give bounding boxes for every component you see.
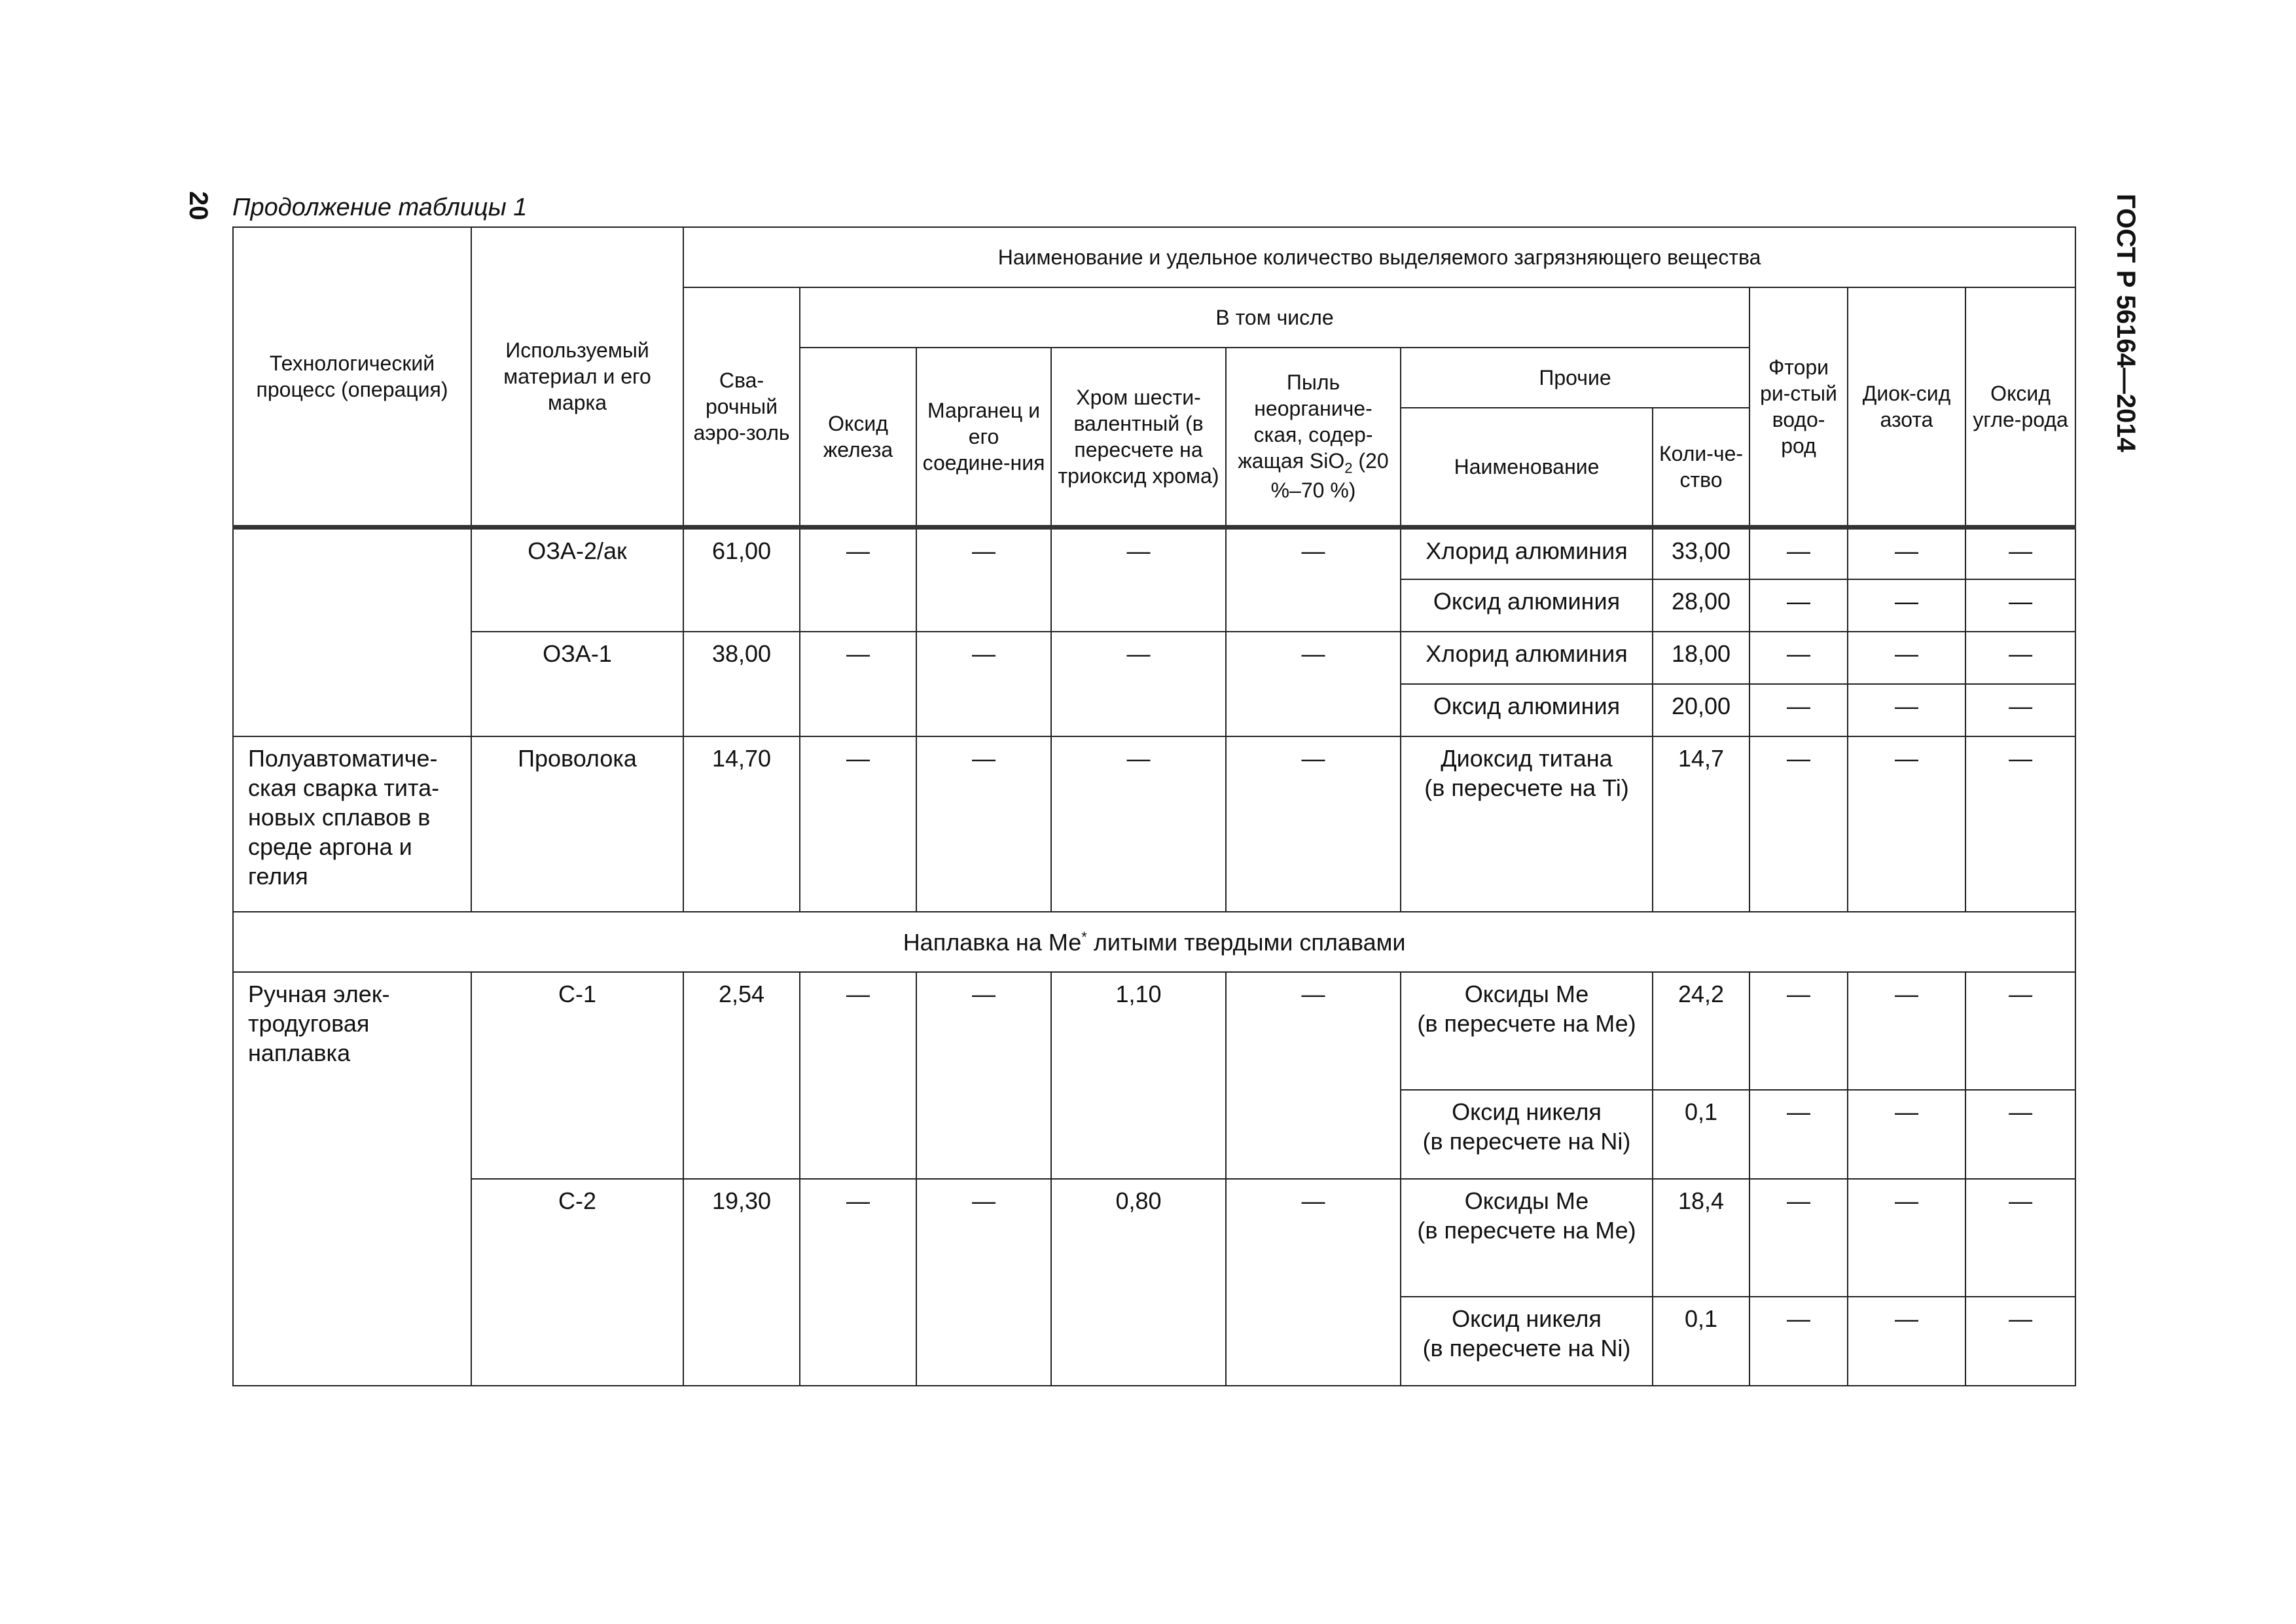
dash-cell: —: [1848, 1090, 1965, 1179]
dash-cell: —: [800, 632, 916, 736]
dash-cell: —: [1749, 684, 1848, 736]
standard-code: ГОСТ Р 56164—2014: [2111, 194, 2140, 452]
process-cell: [233, 527, 471, 736]
header-co: Оксид угле-рода: [1965, 287, 2075, 527]
substance-name: Оксид никеля (в пересчете на Ni): [1401, 1297, 1653, 1386]
substance-qty: 0,1: [1653, 1297, 1749, 1386]
dash-cell: —: [1965, 736, 2075, 912]
substance-qty: 18,4: [1653, 1179, 1749, 1297]
header-chrome: Хром шести-валентный (в пересчете на триоксид хрома): [1051, 348, 1226, 527]
header-material: Используемый материал и его марка: [471, 227, 683, 527]
material-cell: ОЗА-2/ак: [471, 527, 683, 632]
header-hf: Фтори ри-стый водо-род: [1749, 287, 1848, 527]
process-cell: Ручная элек-тродуговая наплавка: [233, 972, 471, 1386]
header-qty: Коли-че-ство: [1653, 408, 1749, 527]
header-manganese: Марганец и его соедине-ния: [916, 348, 1051, 527]
substance-qty: 18,00: [1653, 632, 1749, 684]
dash-cell: —: [1226, 1179, 1401, 1386]
dash-cell: —: [1965, 527, 2075, 579]
dash-cell: —: [1226, 736, 1401, 912]
dash-cell: —: [916, 527, 1051, 632]
dash-cell: —: [800, 972, 916, 1179]
substance-qty: 20,00: [1653, 684, 1749, 736]
table-caption: Продолжение таблицы 1: [232, 194, 528, 221]
substance-qty: 28,00: [1653, 579, 1749, 632]
dash-cell: —: [1965, 579, 2075, 632]
dash-cell: —: [1051, 632, 1226, 736]
header-other: Прочие: [1401, 348, 1749, 408]
header-no2: Диок-сид азота: [1848, 287, 1965, 527]
material-cell: С-1: [471, 972, 683, 1179]
dash-cell: —: [1965, 684, 2075, 736]
dash-cell: —: [800, 1179, 916, 1386]
dash-cell: —: [800, 736, 916, 912]
dash-cell: —: [1848, 632, 1965, 684]
table-row: [233, 527, 2075, 579]
chrome-cell: 1,10: [1051, 972, 1226, 1179]
dash-cell: —: [1749, 972, 1848, 1090]
aerosol-cell: 2,54: [683, 972, 800, 1179]
header-process: Технологический процесс (операция): [233, 227, 471, 527]
material-cell: Проволока: [471, 736, 683, 912]
dash-cell: —: [1848, 736, 1965, 912]
dash-cell: —: [1226, 972, 1401, 1179]
chrome-cell: 0,80: [1051, 1179, 1226, 1386]
material-cell: ОЗА-1: [471, 632, 683, 736]
dash-cell: —: [916, 632, 1051, 736]
substance-name: Оксид алюминия: [1401, 579, 1653, 632]
substance-name: Хлорид алюминия: [1401, 632, 1653, 684]
substance-qty: 0,1: [1653, 1090, 1749, 1179]
dash-cell: —: [1226, 527, 1401, 632]
dash-cell: —: [916, 1179, 1051, 1386]
page-number: 20: [184, 191, 213, 221]
dash-cell: —: [1965, 1090, 2075, 1179]
table-row: [233, 1179, 2075, 1297]
substance-qty: 24,2: [1653, 972, 1749, 1090]
header-iron-oxide: Оксид железа: [800, 348, 916, 527]
dash-cell: —: [1051, 527, 1226, 632]
section-title: Наплавка на Ме* литыми твердыми сплавами: [233, 912, 2075, 972]
substance-name: Оксид алюминия: [1401, 684, 1653, 736]
aerosol-cell: 61,00: [683, 527, 800, 632]
substance-name: Диоксид титана (в пересчете на Ti): [1401, 736, 1653, 912]
aerosol-cell: 38,00: [683, 632, 800, 736]
substance-name: Оксид никеля (в пересчете на Ni): [1401, 1090, 1653, 1179]
dash-cell: —: [1848, 684, 1965, 736]
table-row: [233, 632, 2075, 684]
dash-cell: —: [1848, 579, 1965, 632]
material-cell: С-2: [471, 1179, 683, 1386]
header-name: Наименование: [1401, 408, 1653, 527]
process-cell: Полуавтоматиче-ская сварка тита-новых сплавов в среде аргона и гелия: [233, 736, 471, 912]
dash-cell: —: [916, 972, 1051, 1179]
dash-cell: —: [1749, 736, 1848, 912]
dash-cell: —: [1749, 1179, 1848, 1297]
dash-cell: —: [1848, 972, 1965, 1090]
dash-cell: —: [1749, 1297, 1848, 1386]
emissions-table: [232, 226, 2076, 1386]
dash-cell: —: [1749, 1090, 1848, 1179]
substance-qty: 14,7: [1653, 736, 1749, 912]
dash-cell: —: [1965, 1297, 2075, 1386]
substance-name: Оксиды Ме (в пересчете на Ме): [1401, 972, 1653, 1090]
table-row: [233, 736, 2075, 912]
dash-cell: —: [800, 527, 916, 632]
dash-cell: —: [1965, 1179, 2075, 1297]
header-dust: Пыль неорганиче-ская, содер-жащая SiO$_2$ (20 %–70 %): [1226, 348, 1401, 527]
header-including: В том числе: [800, 287, 1749, 348]
dash-cell: —: [1749, 527, 1848, 579]
dash-cell: —: [1848, 1179, 1965, 1297]
substance-name: Оксиды Ме (в пересчете на Ме): [1401, 1179, 1653, 1297]
header-group: Наименование и удельное количество выделяемого загрязняющего вещества: [683, 227, 2075, 287]
dash-cell: —: [1965, 972, 2075, 1090]
substance-qty: 33,00: [1653, 527, 1749, 579]
table-row: [233, 972, 2075, 1090]
substance-name: Хлорид алюминия: [1401, 527, 1653, 579]
dash-cell: —: [1749, 579, 1848, 632]
aerosol-cell: 19,30: [683, 1179, 800, 1386]
section-row: [233, 912, 2075, 972]
header-aerosol: Сва-рочный аэро-золь: [683, 287, 800, 527]
dash-cell: —: [1965, 632, 2075, 684]
dash-cell: —: [1051, 736, 1226, 912]
dash-cell: —: [916, 736, 1051, 912]
dash-cell: —: [1848, 527, 1965, 579]
dash-cell: —: [1226, 632, 1401, 736]
aerosol-cell: 14,70: [683, 736, 800, 912]
dash-cell: —: [1848, 1297, 1965, 1386]
dash-cell: —: [1749, 632, 1848, 684]
